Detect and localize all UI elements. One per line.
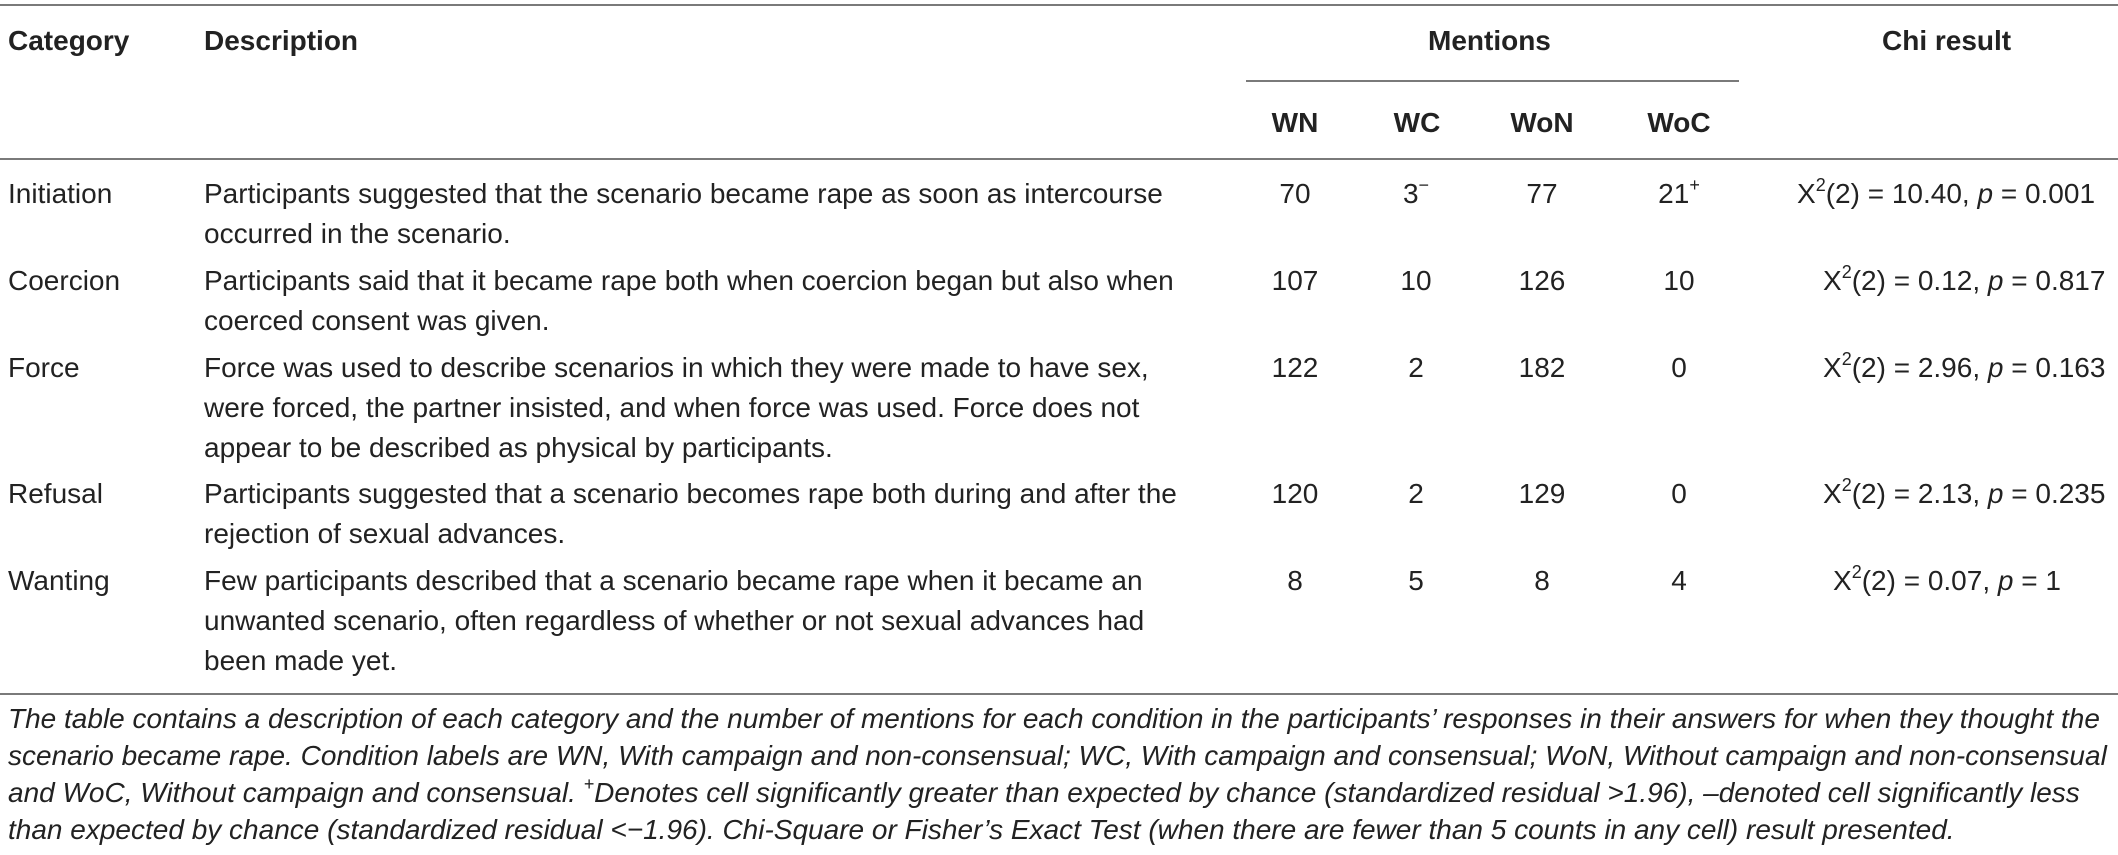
row-description-line: Force was used to describe scenarios in which they were made to have sex, <box>204 352 1149 383</box>
row-description-line: been made yet. <box>204 645 398 676</box>
row-chi-result: $X^2(2) = 2.13$, p = 0.235 <box>1823 474 2106 509</box>
footnote-line: than expected by chance (standardized residual <−1.96). Chi-Square or Fisher’s Exact Test (when there are fewer than 5 counts in any cell) result presented. <box>8 814 1955 845</box>
header-mentions: Mentions <box>1428 25 1551 56</box>
header-won: WoN <box>1510 107 1574 138</box>
row-wc-count: 5 <box>1408 565 1424 596</box>
row-description-line: rejection of sexual advances. <box>204 518 566 549</box>
row-wn-count: 120 <box>1271 478 1319 509</box>
row-chi-result: $X^2(2) = 10.40$, p = 0.001 <box>1797 174 2096 209</box>
row-wn-count: 122 <box>1271 352 1319 383</box>
table-header-rule <box>0 158 2118 160</box>
row-won-count: 8 <box>1534 565 1550 596</box>
row-chi-result: $X^2(2) = 2.96$, p = 0.163 <box>1823 348 2106 383</box>
table-footnote <box>8 700 2112 848</box>
row-category: Refusal <box>8 478 103 509</box>
row-wn-count: 70 <box>1279 178 1311 209</box>
row-description-line: were forced, the partner insisted, and when force was used. Force does not <box>204 392 1140 423</box>
row-won-count: 182 <box>1518 352 1566 383</box>
row-woc-count: 21+ <box>1658 174 1700 209</box>
row-description-line: appear to be described as physical by participants. <box>204 432 833 463</box>
row-category: Wanting <box>8 565 110 596</box>
row-wn-count: 107 <box>1271 265 1319 296</box>
row-wc-count: 3− <box>1402 174 1430 209</box>
footnote-line: and WoC, Without campaign and consensual. +Denotes cell significantly greater than expected by chance (standardized residual >1.96), –denoted cell significantly less <box>8 773 2080 808</box>
row-description-line: Participants suggested that the scenario became rape as soon as intercourse <box>204 178 1163 209</box>
header-category: Category <box>8 25 130 56</box>
row-wc-count: 10 <box>1400 265 1432 296</box>
row-woc-count: 10 <box>1663 265 1695 296</box>
row-won-count: 126 <box>1518 265 1566 296</box>
mentions-header-rule <box>1246 80 1739 82</box>
table-bottom-rule <box>0 693 2118 695</box>
wc-residual-marker: − <box>1418 174 1430 195</box>
row-description-line: unwanted scenario, often regardless of whether or not sexual advances had <box>204 605 1145 636</box>
row-woc-count: 4 <box>1671 565 1687 596</box>
header-woc: WoC <box>1647 107 1711 138</box>
header-description: Description <box>204 25 359 56</box>
row-won-count: 129 <box>1518 478 1566 509</box>
row-description-line: Participants suggested that a scenario becomes rape both during and after the <box>204 478 1177 509</box>
header-wn: WN <box>1271 107 1319 138</box>
row-description-line: coerced consent was given. <box>204 305 550 336</box>
row-category: Initiation <box>8 178 113 209</box>
row-woc-count: 0 <box>1671 478 1687 509</box>
footnote-line: The table contains a description of each category and the number of mentions for each condition in the participants’ responses in their answers for when they thought the <box>8 703 2100 734</box>
row-woc-count: 0 <box>1671 352 1687 383</box>
row-category: Coercion <box>8 265 121 296</box>
row-wc-count: 2 <box>1408 352 1424 383</box>
table-top-rule <box>0 4 2118 6</box>
row-description-line: Few participants described that a scenario became rape when it became an <box>204 565 1143 596</box>
row-chi-result: $X^2(2) = 0.07$, p = 1 <box>1833 561 2061 596</box>
row-chi-result: $X^2(2) = 0.12$, p = 0.817 <box>1823 261 2106 296</box>
row-wn-count: 8 <box>1287 565 1303 596</box>
row-description-line: occurred in the scenario. <box>204 218 511 249</box>
row-wc-count: 2 <box>1408 478 1424 509</box>
row-won-count: 77 <box>1526 178 1558 209</box>
header-chi-result: Chi result <box>1882 25 2012 56</box>
row-description-line: Participants said that it became rape both when coercion began but also when <box>204 265 1174 296</box>
woc-residual-marker: + <box>1689 174 1700 195</box>
header-wc: WC <box>1393 107 1441 138</box>
footnote-line: scenario became rape. Condition labels are WN, With campaign and non-consensual; WC, With campaign and consensual; WoN, Without campaign and non-consensual <box>8 740 2107 771</box>
row-category: Force <box>8 352 80 383</box>
